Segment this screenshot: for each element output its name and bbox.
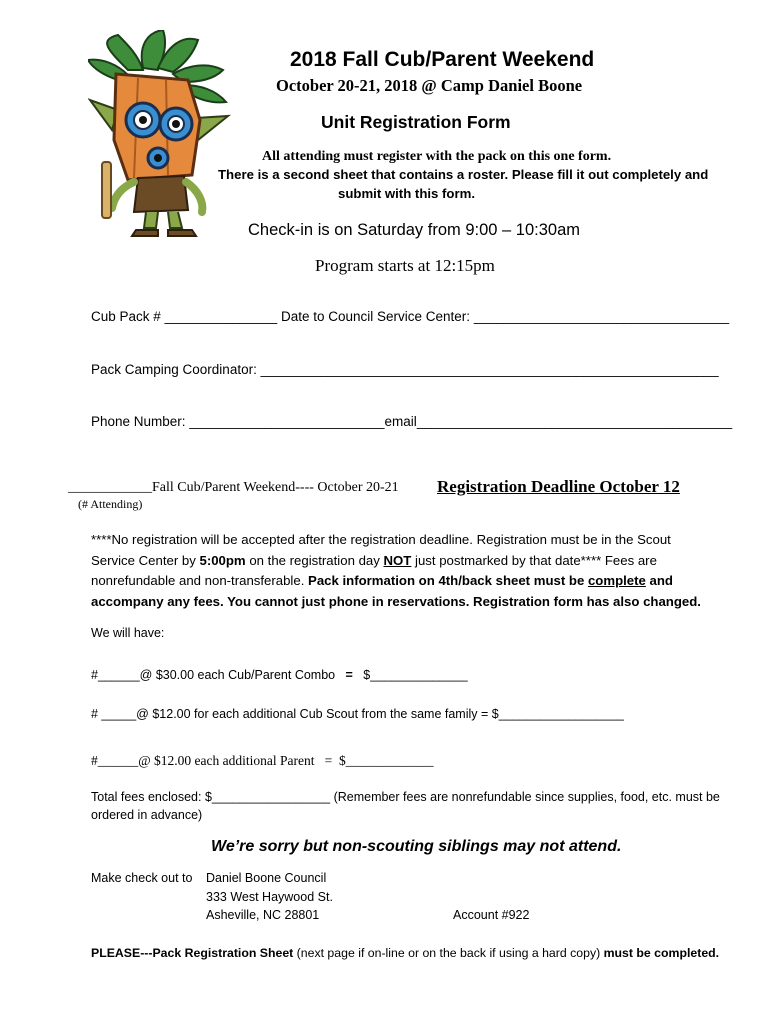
left-arm [112, 182, 134, 208]
feet [132, 230, 196, 236]
unit-registration-title: Unit Registration Form [321, 112, 511, 132]
email-blank[interactable]: __________________________________________ [416, 414, 733, 429]
cub-pack-blank[interactable]: _______________ [164, 309, 278, 324]
wooden-stick [102, 162, 111, 218]
phone-email-field[interactable] [91, 414, 732, 429]
registration-deadline: Registration Deadline October 12 [437, 477, 680, 496]
program-start: Program starts at 12:15pm [315, 256, 495, 275]
attending-note: (# Attending) [78, 497, 143, 511]
payee-street: 333 West Haywood St. [206, 890, 333, 904]
attending-event-text: Fall Cub/Parent Weekend---- October 20-21 [152, 480, 399, 495]
phone-blank[interactable]: __________________________ [189, 414, 385, 429]
policy-line-3: nonrefundable and non-transferable. Pack information on 4th/back sheet must be complete and [91, 573, 673, 588]
mouth-inner [154, 154, 162, 162]
fees-intro: We will have: [91, 626, 165, 640]
account-number: Account #922 [453, 908, 530, 922]
total-fees-line-2: ordered in advance) [91, 808, 203, 822]
policy-line-1: ****No registration will be accepted after the registration deadline. Registration must be in the Scout [91, 532, 671, 547]
checkin-info: Check-in is on Saturday from 9:00 – 10:30am [248, 221, 581, 239]
email-label: email [384, 414, 417, 429]
attending-blank[interactable]: ____________ [68, 480, 152, 495]
left-pupil [139, 116, 147, 124]
mascot-illustration [88, 30, 238, 240]
payee-name: Daniel Boone Council [206, 871, 327, 885]
siblings-notice: We’re sorry but non-scouting siblings may not attend. [211, 838, 622, 855]
policy-complete: complete [587, 573, 646, 588]
policy-time: 5:00pm [199, 552, 246, 568]
body [134, 176, 188, 212]
coordinator-blank[interactable]: _____________________________________________________________ [260, 362, 719, 377]
coordinator-label: Pack Camping Coordinator: [91, 362, 257, 377]
policy-not: NOT [383, 552, 412, 568]
fee-line-parent[interactable]: #______@ $12.00 each additional Parent = $_____________ [91, 753, 434, 768]
intro-line-3: submit with this form. [338, 186, 476, 201]
right-pupil [172, 120, 180, 128]
event-date-location: October 20-21, 2018 @ Camp Daniel Boone [276, 76, 583, 95]
footer-note: PLEASE---Pack Registration Sheet (next page if on-line or on the back if using a hard copy) must be completed. [91, 946, 720, 960]
cub-pack-field[interactable] [91, 309, 729, 324]
payee-city: Asheville, NC 28801 [206, 908, 320, 922]
fee-line-cub-scout[interactable]: # _____@ $12.00 for each additional Cub Scout from the same family = $__________________ [91, 707, 624, 721]
council-date-label: Date to Council Service Center: [280, 309, 471, 324]
intro-line-2: There is a second sheet that contains a roster. Please fill it out completely and [218, 167, 709, 182]
legs [144, 212, 182, 228]
policy-line-2: Service Center by 5:00pm on the registration day NOT just postmarked by that date**** Fees are [91, 552, 657, 568]
coordinator-field[interactable] [91, 362, 719, 377]
policy-line-4: accompany any fees. You cannot just phone in reservations. Registration form has also changed. [91, 593, 701, 609]
payment-label: Make check out to [91, 871, 193, 885]
total-fees-line[interactable]: Total fees enclosed: $_________________ (Remember fees are nonrefundable since supplies, food, etc. must be [91, 790, 720, 804]
attending-line [68, 480, 399, 496]
fee-line-combo[interactable]: #______@ $30.00 each Cub/Parent Combo = $______________ [91, 668, 468, 682]
form-title-main: 2018 Fall Cub/Parent Weekend [290, 48, 595, 71]
cub-pack-label: Cub Pack # [91, 309, 161, 324]
phone-label: Phone Number: [91, 414, 186, 429]
intro-line-1: All attending must register with the pack on this one form. [262, 149, 612, 164]
council-date-blank[interactable]: __________________________________ [473, 309, 730, 324]
policy-paragraph [91, 530, 741, 612]
